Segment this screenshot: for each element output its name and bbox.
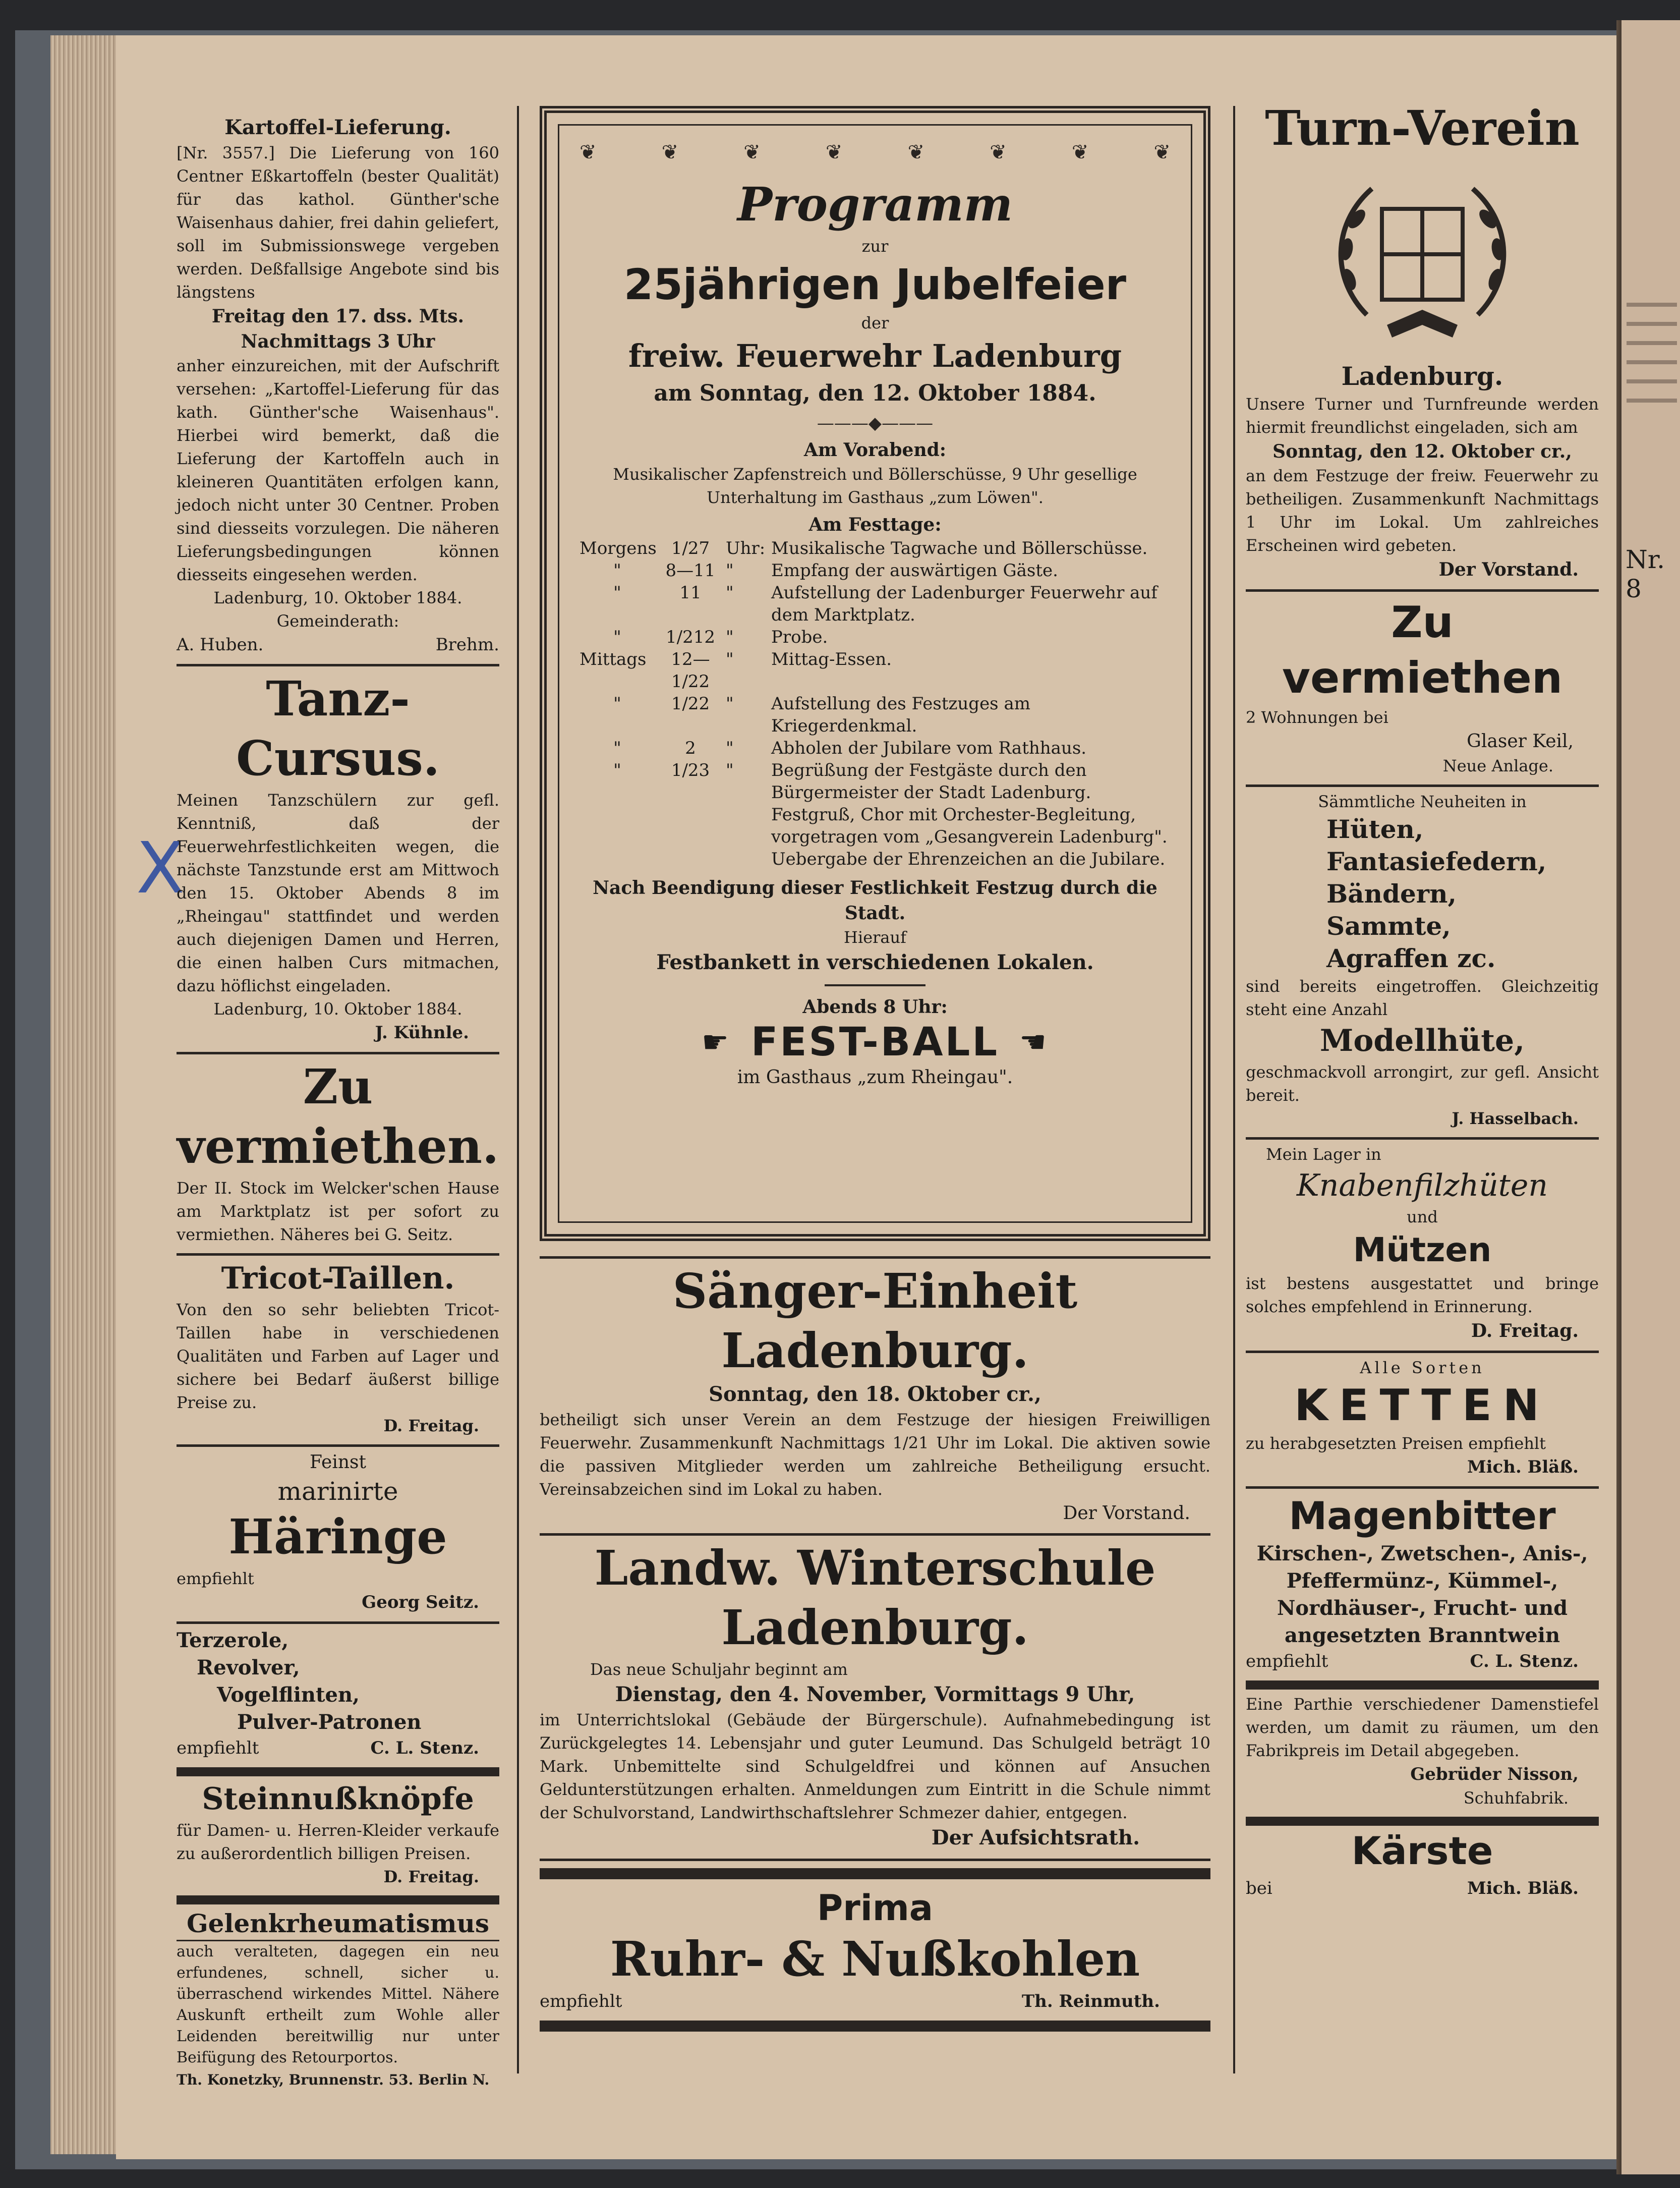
ad-recommend: empfiehlt xyxy=(177,1569,254,1588)
ad-pre: bei xyxy=(1246,1878,1272,1898)
ad-recommend: empfiehlt xyxy=(540,1991,622,2011)
program-bankett: Festbankett in verschiedenen Lokalen. xyxy=(656,950,1094,974)
ad-knoepfe xyxy=(177,1776,499,1904)
ornament-icon: ❦ xyxy=(580,141,597,164)
turnverein-emblem xyxy=(1326,163,1518,355)
adjacent-page-number: Nr. 8 xyxy=(1626,545,1665,603)
ad-title: Häringe xyxy=(228,1509,447,1565)
ornament-icon: ❦ xyxy=(907,141,925,164)
newspaper-page xyxy=(116,35,1624,2159)
ad-signature-2: Schuhfabrik. xyxy=(1463,1788,1569,1808)
ornament-icon: ❦ xyxy=(825,141,843,164)
ad-signature: Georg Seitz. xyxy=(362,1592,479,1612)
schedule xyxy=(580,537,1171,870)
column-rule-right xyxy=(1233,106,1235,2073)
ad-body: Meinen Tanzschülern zur gefl. Kenntniß, daß der Feuerwehrfestlichkeiten wegen, die nächste Tanzstunde erst am Mittwoch den 15. Oktober Abends 8 im „Rheingau" stattfindet und werden auch diejenigen Damen und Herren, die einen halben Curs mitmachen, dazu höflichst eingeladen. xyxy=(177,791,499,995)
ad-signature: Mich. Bläß. xyxy=(1467,1457,1579,1477)
signature-right: Brehm. xyxy=(435,635,499,655)
ad-modell: Modellhüte, xyxy=(1319,1023,1525,1058)
ad-body: zu herabgesetzten Preisen empfiehlt xyxy=(1246,1434,1546,1453)
ad-council: Gemeinderath: xyxy=(276,611,399,631)
column-rule-left xyxy=(517,106,519,2073)
schedule-unit: " xyxy=(726,760,734,780)
ad-winterschule xyxy=(540,1536,1210,1861)
ad-signatures xyxy=(177,633,499,657)
ad-turnverein xyxy=(1246,96,1599,592)
ad-title: Knabenfilzhüten xyxy=(1296,1168,1548,1203)
festball-title: FEST-BALL xyxy=(750,1020,1000,1065)
ad-item: Revolver, xyxy=(197,1656,300,1679)
ad-magenbitter xyxy=(1246,1489,1599,1690)
ad-vermiethen-left xyxy=(177,1054,499,1256)
ad-intro: Alle Sorten xyxy=(1360,1358,1485,1377)
ad-title: Turn-Verein xyxy=(1265,100,1580,156)
ad-body: Von den so sehr beliebten Tricot-Taillen habe in verschiedenen Qualitäten und Farben auf Lager und sichere bei Bedarf äußerst billige Preise zu. xyxy=(177,1300,499,1412)
program-hierauf: Hierauf xyxy=(844,928,906,947)
ad-date: Sonntag, den 12. Oktober cr., xyxy=(1272,441,1572,462)
ad-date: Sonntag, den 18. Oktober cr., xyxy=(709,1382,1041,1406)
ad-item: Pulver-Patronen xyxy=(237,1710,422,1734)
ad-title: Zu vermiethen xyxy=(1282,597,1563,703)
ad-kaerste xyxy=(1246,1826,1599,1900)
ad-body: [Nr. 3557.] Die Lieferung von 160 Centner Eßkartoffeln (bester Qualität) für das kathol. Günther'sche Waisenhaus dahier, frei dahin geliefert, soll im Submissionswege vergeben werden. Deßfallsige Angebote sind bis längstens xyxy=(177,143,499,302)
ad-address: Neue Anlage. xyxy=(1442,756,1553,775)
ad-footer xyxy=(540,1989,1210,2013)
ornament-icon: ❦ xyxy=(1071,141,1089,164)
signature-left: A. Huben. xyxy=(177,635,264,655)
laurel-wreath-icon xyxy=(1326,163,1518,355)
ad-signature: Gebrüder Nisson, xyxy=(1410,1764,1579,1784)
ad-signature: Mich. Bläß. xyxy=(1467,1878,1579,1898)
schedule-item: Probe. xyxy=(771,627,828,647)
ad-title: Kartoffel-Lieferung. xyxy=(224,116,451,139)
ad-line-1: Prima xyxy=(817,1887,933,1929)
schedule-when: Mittags xyxy=(580,649,647,669)
ad-time: Nachmittags 3 Uhr xyxy=(241,331,435,352)
ad-body: sind bereits eingetroffen. Gleichzeitig steht eine Anzahl xyxy=(1246,977,1599,1019)
ad-signature: Der Vorstand. xyxy=(1438,559,1579,580)
ad-signature: Der Vorstand. xyxy=(1063,1503,1190,1524)
ad-title-2: Mützen xyxy=(1353,1230,1492,1269)
divider-ornament: ———◆——— xyxy=(817,413,934,433)
ad-stiefel xyxy=(1246,1690,1599,1826)
ad-neuheiten xyxy=(1246,787,1599,1140)
ad-tanz xyxy=(177,666,499,1054)
ad-body: ist bestens ausgestattet und bringe solches empfehlend in Erinnerung. xyxy=(1246,1274,1599,1316)
ad-signature: J. Kühnle. xyxy=(375,1023,469,1043)
schedule-time: 1/23 xyxy=(671,760,710,780)
ad-title: Landw. Winterschule Ladenburg. xyxy=(594,1540,1156,1656)
ad-tricot xyxy=(177,1256,499,1447)
ad-title: Tanz-Cursus. xyxy=(236,671,440,787)
text-line xyxy=(1627,341,1677,345)
schedule-item: Mittag-Essen. xyxy=(771,649,892,669)
ad-signature: Th. Reinmuth. xyxy=(1021,1991,1160,2011)
text-line xyxy=(1627,360,1677,364)
left-column xyxy=(177,111,499,2095)
program-date: am Sonntag, den 12. Oktober 1884. xyxy=(654,380,1096,406)
vorabend-text: Musikalischer Zapfenstreich und Böllerschüsse, 9 Uhr gesellige Unterhaltung im Gasthaus „zum Löwen". xyxy=(613,465,1137,507)
schedule-unit: Uhr: xyxy=(726,538,766,558)
ad-signature: Th. Konetzky, Brunnenstr. 53. Berlin N. xyxy=(177,2071,490,2088)
ad-und: und xyxy=(1407,1207,1438,1226)
rule-bar xyxy=(540,1868,1210,1879)
ad-body: 2 Wohnungen bei xyxy=(1246,708,1388,727)
ad-body: Eine Parthie verschiedener Damenstiefel werden, um damit zu räumen, um den Fabrikpreis im Detail abgegeben. xyxy=(1246,1695,1599,1760)
schedule-item: Empfang der auswärtigen Gäste. xyxy=(771,560,1058,581)
schedule-when: " xyxy=(613,560,621,581)
schedule-unit: " xyxy=(726,694,734,714)
ornament-icon: ❦ xyxy=(1153,141,1171,164)
vorabend-heading: Am Vorabend: xyxy=(803,439,947,461)
ad-body-2: an dem Festzuge der freiw. Feuerwehr zu betheiligen. Zusammenkunft Nachmittags 1 Uhr im Lokal. Um zahlreiches Erscheinen wird gebeten. xyxy=(1246,466,1599,555)
ad-body: im Unterrichtslokal (Gebäude der Bürgerschule). Aufnahmebedingung ist Zurückgelegtes 14. Lebensjahr und guter Leumund. Das Schulgeld beträgt 10 Mark. Unbemittelte sind Schulgeldfrei und können auf Ansuchen Geldunterstützungen erhalten. Anmeldungen zum Eintritt in die Schule nimmt der Schulvorstand, Landwirthschaftslehrer Schmezer dahier, entgegen. xyxy=(540,1710,1210,1822)
ad-kartoffel xyxy=(177,111,499,666)
schedule-time: 1/22 xyxy=(671,694,710,714)
festtag-heading: Am Festtage: xyxy=(808,514,942,535)
ad-place-date: Ladenburg, 10. Oktober 1884. xyxy=(213,999,462,1019)
schedule-item: Begrüßung der Festgäste durch den Bürgermeister der Stadt Ladenburg. Festgruß, Chor mit Orchester-Begleitung, vorgetragen vom „Gesangverein Ladenburg". Uebergabe der Ehrenzeichen an die Jubilare. xyxy=(771,760,1168,869)
ad-ketten xyxy=(1246,1353,1599,1489)
schedule-when: " xyxy=(613,738,621,758)
adjacent-page xyxy=(1621,20,1680,2174)
schedule-unit: " xyxy=(726,560,734,581)
schedule-unit: " xyxy=(726,583,734,603)
festball-place: im Gasthaus „zum Rheingau". xyxy=(737,1067,1013,1088)
ornament-icon: ❦ xyxy=(743,141,761,164)
ad-intro: Das neue Schuljahr beginnt am xyxy=(590,1660,848,1679)
schedule-unit: " xyxy=(726,627,734,647)
ad-recommend: empfiehlt xyxy=(177,1738,259,1758)
ad-signature: D. Freitag. xyxy=(383,1867,479,1886)
schedule-item: Musikalische Tagwache und Böllerschüsse. xyxy=(771,538,1148,558)
ad-date: Freitag den 17. dss. Mts. xyxy=(211,306,465,327)
text-line xyxy=(1627,322,1677,326)
ad-waffen xyxy=(177,1624,499,1776)
festball-line xyxy=(580,1020,1171,1065)
schedule-time: 12—1/22 xyxy=(671,649,710,692)
ad-title: Gelenkrheumatismus xyxy=(177,1908,499,1941)
pointing-hand-right-icon: ☛ xyxy=(702,1025,731,1060)
schedule-when: " xyxy=(613,627,621,647)
ad-signature: D. Freitag. xyxy=(383,1416,479,1435)
ad-title: Magenbitter xyxy=(1289,1493,1556,1538)
rule-bar xyxy=(540,2021,1210,2032)
ad-recommend: empfiehlt xyxy=(1246,1651,1328,1671)
ad-signature: C. L. Stenz. xyxy=(1470,1651,1579,1671)
schedule-when: " xyxy=(613,694,621,714)
schedule-unit: " xyxy=(726,649,734,669)
divider xyxy=(825,984,925,986)
ad-body-2: geschmackvoll arrongirt, zur gefl. Ansicht bereit. xyxy=(1246,1062,1599,1105)
text-line xyxy=(1627,379,1677,383)
ad-signature: C. L. Stenz. xyxy=(370,1738,479,1758)
ad-body: Kirschen-, Zwetschen-, Anis-, Pfeffermünz-, Kümmel-, Nordhäuser-, Frucht- und angesetzten Branntwein xyxy=(1256,1542,1588,1647)
program-title: Programm xyxy=(737,177,1013,232)
schedule-time: 1/27 xyxy=(671,538,710,558)
ad-title: Zu vermiethen. xyxy=(177,1059,499,1174)
pointing-hand-left-icon: ☚ xyxy=(1019,1025,1049,1060)
ad-signature: Glaser Keil, xyxy=(1467,731,1574,752)
schedule-when: " xyxy=(613,760,621,780)
schedule-item: Abholen der Jubilare vom Rathhaus. xyxy=(771,738,1087,758)
ad-body: Der II. Stock im Welcker'schen Hause am Marktplatz ist per sofort zu vermiethen. Näheres bei G. Seitz. xyxy=(177,1179,499,1244)
ad-saenger xyxy=(540,1256,1210,1536)
ad-kohlen xyxy=(540,1886,1210,2013)
ad-item: Fantasiefedern, xyxy=(1326,847,1547,876)
schedule-time: 11 xyxy=(679,583,702,603)
ad-footer xyxy=(1246,1876,1599,1900)
program-after: Nach Beendigung dieser Festlichkeit Festzug durch die Stadt. xyxy=(593,877,1157,924)
ad-intro: Sämmtliche Neuheiten in xyxy=(1318,792,1527,811)
ad-item: Bändern, xyxy=(1326,879,1457,909)
ad-body-2: anher einzureichen, mit der Aufschrift versehen: „Kartoffel-Lieferung für das kath. Günther'sche Waisenhaus". Hierbei wird bemerkt, daß die Lieferung der Kartoffeln auch in kleineren Quantitäten erfolgen kann, jedoch nicht unter 30 Centner. Proben sind diesseits vorzulegen. Die näheren Lieferungsbedingungen können diesseits eingesehen werden. xyxy=(177,356,499,584)
ad-title: KETTEN xyxy=(1294,1380,1550,1431)
program-org: freiw. Feuerwehr Ladenburg xyxy=(628,338,1122,374)
schedule-item: Aufstellung der Ladenburger Feuerwehr auf dem Marktplatz. xyxy=(771,583,1157,625)
ad-vermiethen-right xyxy=(1246,592,1599,787)
text-line xyxy=(1627,399,1677,403)
ornament-icon: ❦ xyxy=(661,141,679,164)
schedule-time: 2 xyxy=(685,738,696,758)
ornament-icon: ❦ xyxy=(990,141,1007,164)
schedule-time: 8—11 xyxy=(665,560,716,581)
program-inner xyxy=(558,124,1192,1223)
schedule-when: Morgens xyxy=(580,538,657,558)
ad-line-1: Feinst xyxy=(310,1452,366,1473)
ad-haeringe xyxy=(177,1447,499,1624)
text-line xyxy=(1627,303,1677,307)
frame-ornament-top xyxy=(580,141,1171,164)
program-event: 25jährigen Jubelfeier xyxy=(623,260,1127,309)
ad-item: Hüten, xyxy=(1326,814,1424,844)
ad-item: Sammte, xyxy=(1326,911,1451,941)
ad-signature: J. Hasselbach. xyxy=(1452,1109,1579,1128)
schedule-time: 1/212 xyxy=(666,627,715,647)
ad-filz xyxy=(1246,1140,1599,1353)
program-zur: zur xyxy=(861,237,889,256)
ad-body: für Damen- u. Herren-Kleider verkaufe zu außerordentlich billigen Preisen. xyxy=(177,1821,499,1863)
ad-body: betheiligt sich unser Verein an dem Festzuge der hiesigen Freiwilligen Feuerwehr. Zusammenkunft Nachmittags 1/21 Uhr im Lokal. Die aktiven sowie die passiven Mitglieder werden um zahlreiche Betheiligung ersucht. Vereinsabzeichen sind im Lokal zu haben. xyxy=(540,1410,1210,1499)
ad-title: Sänger-Einheit Ladenburg. xyxy=(672,1263,1078,1379)
ad-place: Ladenburg. xyxy=(1341,361,1503,391)
pen-mark: X xyxy=(136,827,185,910)
ad-title: Tricot-Taillen. xyxy=(221,1261,455,1296)
program-abends: Abends 8 Uhr: xyxy=(802,996,948,1018)
ad-signature: Der Aufsichtsrath. xyxy=(931,1826,1140,1849)
ad-signature: D. Freitag. xyxy=(1471,1320,1579,1341)
ad-title: Steinnußknöpfe xyxy=(202,1781,474,1817)
program-frame xyxy=(540,106,1210,1241)
ad-title: Kärste xyxy=(1351,1828,1493,1873)
ad-body: auch veralteten, dagegen ein neu erfundenes, schnell, sicher u. überraschend wirkendes Mittel. Nähere Auskunft ertheilt zum Wohle aller Leidenden bereitwillig nur unter Beifügung des Retourportos. xyxy=(177,1943,499,2066)
ad-place-date: Ladenburg, 10. Oktober 1884. xyxy=(213,588,462,607)
center-lower xyxy=(540,1256,1210,2039)
ad-body: Unsere Turner und Turnfreunde werden hiermit freundlichst eingeladen, sich am xyxy=(1246,395,1599,437)
schedule-item: Aufstellung des Festzuges am Kriegerdenkmal. xyxy=(771,694,1030,736)
right-column xyxy=(1246,96,1599,1900)
schedule-unit: " xyxy=(726,738,734,758)
ad-item: Terzerole, xyxy=(177,1629,289,1652)
ad-footer xyxy=(177,1736,499,1760)
ad-title: Ruhr- & Nußkohlen xyxy=(610,1931,1140,1987)
schedule-when: " xyxy=(613,583,621,603)
ad-item: Agraffen zc. xyxy=(1326,943,1496,973)
program-der: der xyxy=(861,313,889,332)
ad-rheuma xyxy=(177,1904,499,2095)
ad-line-2: marinirte xyxy=(277,1477,398,1506)
ad-intro: Mein Lager in xyxy=(1266,1145,1381,1164)
ad-date: Dienstag, den 4. November, Vormittags 9 Uhr, xyxy=(615,1682,1135,1706)
ad-footer xyxy=(1246,1649,1599,1673)
ad-item: Vogelflinten, xyxy=(217,1683,360,1707)
